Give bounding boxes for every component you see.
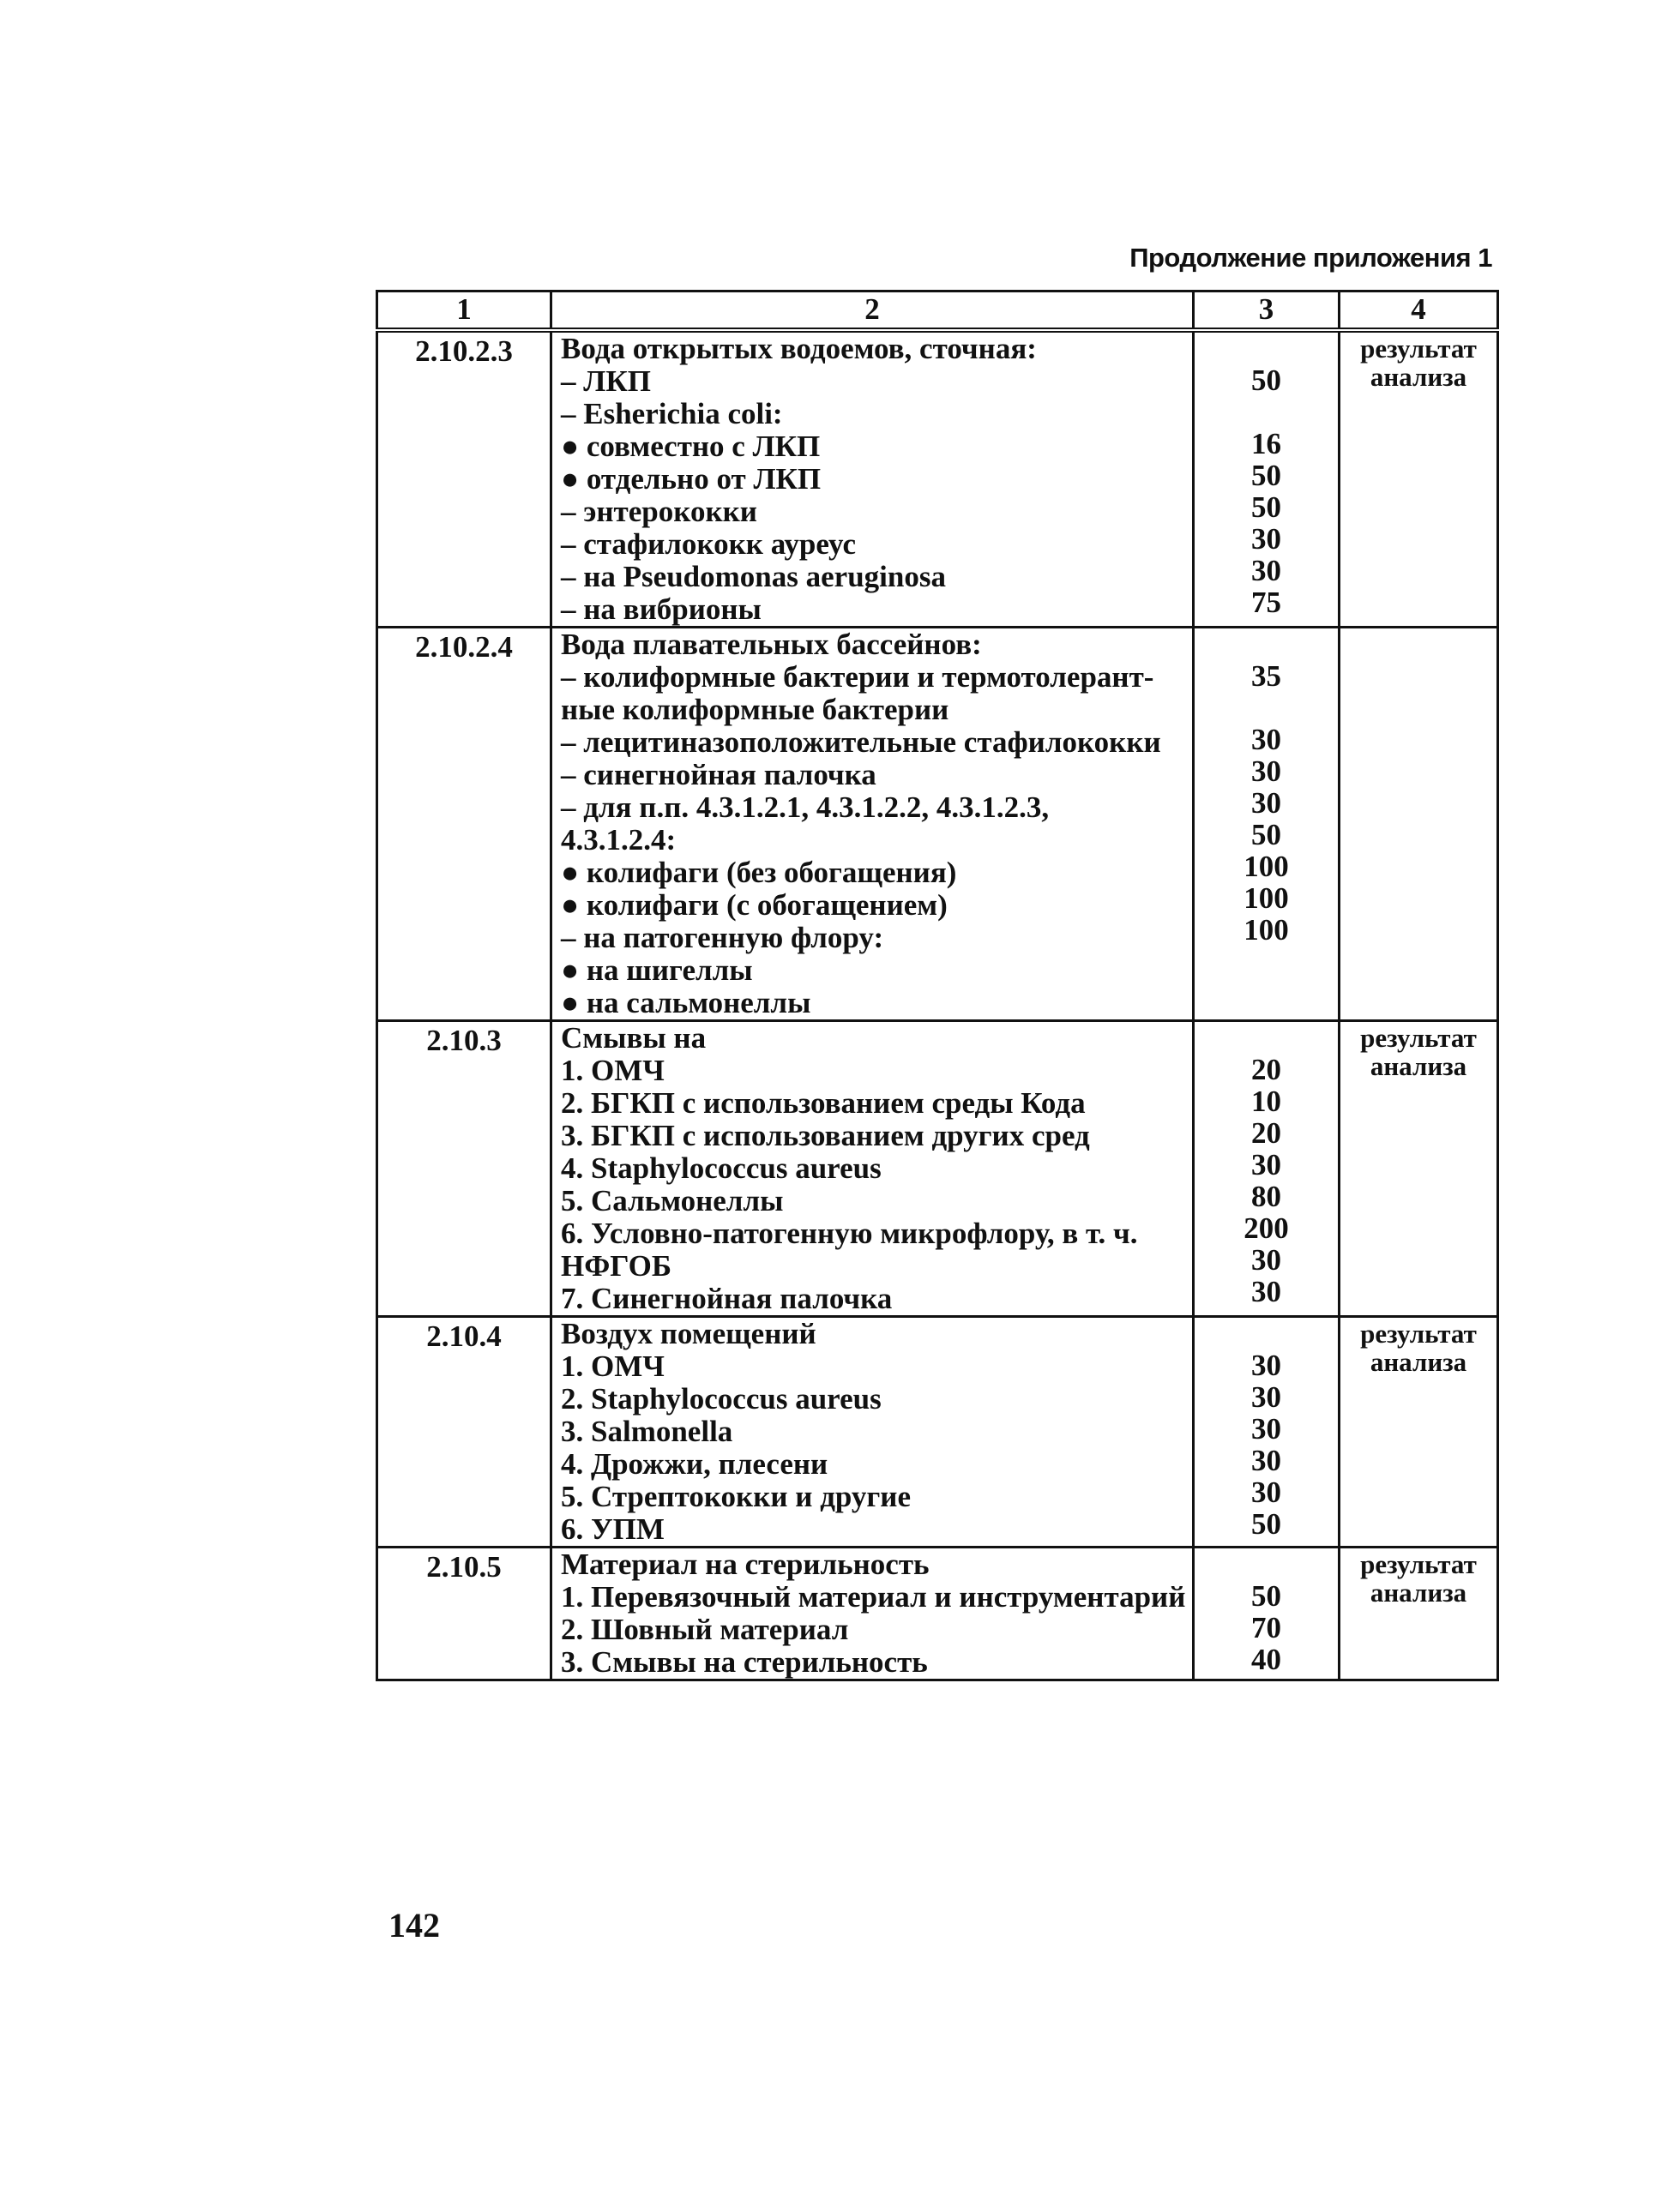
row-value [1195, 333, 1338, 364]
row-item-text: ● на шигеллы [561, 953, 753, 987]
row-item-text: 2. Staphylococcus aureus [561, 1382, 882, 1416]
row-item-text: 5. Стрептококки и другие [561, 1480, 912, 1513]
row-values [1194, 628, 1340, 1021]
row-item-text: ● колифаги (с обогащением) [561, 888, 948, 922]
row-value [1195, 1548, 1338, 1580]
row-item-text: ● отдельно от ЛКП [561, 462, 822, 496]
row-value: 30 [1251, 723, 1281, 756]
row-item-text: ные колиформные бактерии [561, 693, 949, 726]
row-item-text: – синегнойная палочка [561, 758, 876, 791]
row-value: 30 [1251, 554, 1281, 587]
row-item-text: 3. Смывы на стерильность [561, 1645, 928, 1679]
row-value: 35 [1251, 659, 1281, 693]
row-values [1194, 330, 1340, 628]
row-value: 50 [1251, 490, 1281, 524]
row-items [551, 1548, 1194, 1680]
row-value: 100 [1243, 881, 1289, 915]
row-result [1340, 628, 1498, 1021]
row-result: результат анализа [1340, 1548, 1498, 1680]
row-code: 2.10.5 [377, 1548, 551, 1680]
row-item-text: – стафилококк ауреус [561, 527, 857, 561]
row-value: 30 [1251, 754, 1281, 788]
table-row [377, 628, 1498, 1021]
row-item-text: – для п.п. 4.3.1.2.1, 4.3.1.2.2, 4.3.1.2.3, [561, 790, 1050, 824]
header-col-1: 1 [377, 292, 551, 331]
row-item-text: 6. Условно-патогенную микрофлору, в т. ч. [561, 1217, 1138, 1250]
row-values [1194, 1548, 1340, 1680]
row-value [1195, 1022, 1338, 1054]
row-item-text: – на патогенную флору: [561, 921, 884, 954]
row-values [1194, 1317, 1340, 1548]
row-item-text: ● совместно с ЛКП [561, 430, 821, 463]
row-value: 30 [1251, 1380, 1281, 1414]
row-result: результат анализа [1340, 1317, 1498, 1548]
header-col-3: 3 [1194, 292, 1340, 331]
row-item-text: 3. Salmonella [561, 1415, 733, 1448]
row-value: 40 [1251, 1643, 1281, 1676]
row-items [551, 1021, 1194, 1317]
row-value: 80 [1251, 1180, 1281, 1213]
row-code: 2.10.2.3 [377, 330, 551, 628]
row-item-text: НФГОБ [561, 1249, 672, 1283]
row-value: 100 [1243, 913, 1289, 947]
row-value: 50 [1251, 459, 1281, 492]
page-number: 142 [388, 1906, 440, 1945]
row-value: 30 [1251, 1444, 1281, 1477]
row-value: 30 [1251, 1349, 1281, 1382]
row-items [551, 1317, 1194, 1548]
row-items [551, 330, 1194, 628]
row-value [1195, 396, 1338, 428]
row-value: 50 [1251, 1507, 1281, 1541]
row-item-text: 4. Дрожжи, плесени [561, 1447, 828, 1481]
row-result: результат анализа [1340, 1021, 1498, 1317]
row-value: 50 [1251, 818, 1281, 851]
row-value: 50 [1251, 364, 1281, 397]
row-value [1195, 628, 1338, 660]
row-item-text: 1. ОМЧ [561, 1349, 665, 1383]
row-item-text: 6. УПМ [561, 1512, 665, 1546]
row-item-text: – на Pseudomonas aeruginosa [561, 560, 946, 593]
row-item-text: ● на сальмонеллы [561, 986, 811, 1019]
row-item-text: 7. Синегнойная палочка [561, 1282, 893, 1315]
row-item-text: 1. Перевязочный материал и инструментарий [561, 1580, 1186, 1614]
row-value: 70 [1251, 1611, 1281, 1644]
table-header-row [377, 292, 1498, 331]
row-item-text: 1. ОМЧ [561, 1054, 665, 1087]
row-item-text: Вода плавательных бассейнов: [561, 628, 982, 661]
row-item-text: Смывы на [561, 1021, 707, 1055]
row-value: 200 [1243, 1211, 1289, 1245]
table-row [377, 1021, 1498, 1317]
table-body [377, 330, 1498, 1680]
row-item-text: 3. БГКП с использованием других сред [561, 1119, 1090, 1152]
row-items [551, 628, 1194, 1021]
row-value: 10 [1251, 1085, 1281, 1118]
row-item-text: – лецитиназоположительные стафилококки [561, 725, 1161, 759]
row-value: 30 [1251, 1148, 1281, 1181]
row-value: 30 [1251, 1412, 1281, 1446]
row-item-text: Вода открытых водоемов, сточная: [561, 332, 1037, 365]
row-value: 30 [1251, 1476, 1281, 1509]
header-col-4: 4 [1340, 292, 1498, 331]
row-value: 30 [1251, 786, 1281, 820]
row-value [1195, 1318, 1338, 1349]
row-code: 2.10.3 [377, 1021, 551, 1317]
row-item-text: 5. Сальмонеллы [561, 1184, 784, 1217]
row-value: 30 [1251, 1275, 1281, 1308]
row-item-text: Материал на стерильность [561, 1548, 930, 1581]
row-value: 100 [1243, 850, 1289, 883]
row-item-text: 4.3.1.2.4: [561, 823, 677, 857]
row-value [1195, 692, 1338, 724]
row-value: 30 [1251, 1243, 1281, 1277]
table-caption: Продолжение приложения 1 [1129, 243, 1492, 273]
row-value [1195, 946, 1338, 977]
price-table [376, 290, 1499, 1681]
row-item-text: 2. Шовный материал [561, 1613, 849, 1646]
row-value: 16 [1251, 427, 1281, 460]
row-item-text: – Esherichia coli: [561, 397, 783, 430]
row-item-text: 4. Staphylococcus aureus [561, 1151, 882, 1185]
row-values [1194, 1021, 1340, 1317]
row-item-text: Воздух помещений [561, 1317, 816, 1350]
row-value: 50 [1251, 1579, 1281, 1613]
row-value: 20 [1251, 1053, 1281, 1086]
table-row [377, 330, 1498, 628]
header-col-2: 2 [551, 292, 1194, 331]
row-item-text: ● колифаги (без обогащения) [561, 856, 957, 889]
row-value: 30 [1251, 522, 1281, 556]
row-item-text: 2. БГКП с использованием среды Кода [561, 1086, 1086, 1120]
row-value: 20 [1251, 1116, 1281, 1150]
row-value [1195, 977, 1338, 1009]
row-item-text: – на вибрионы [561, 592, 762, 626]
table-row [377, 1548, 1498, 1680]
row-result: результат анализа [1340, 330, 1498, 628]
row-value: 75 [1251, 586, 1281, 619]
row-item-text: – ЛКП [561, 364, 651, 398]
row-code: 2.10.4 [377, 1317, 551, 1548]
row-item-text: – колиформные бактерии и термотолерант- [561, 660, 1154, 694]
row-code: 2.10.2.4 [377, 628, 551, 1021]
row-item-text: – энтерококки [561, 495, 757, 528]
table-row [377, 1317, 1498, 1548]
